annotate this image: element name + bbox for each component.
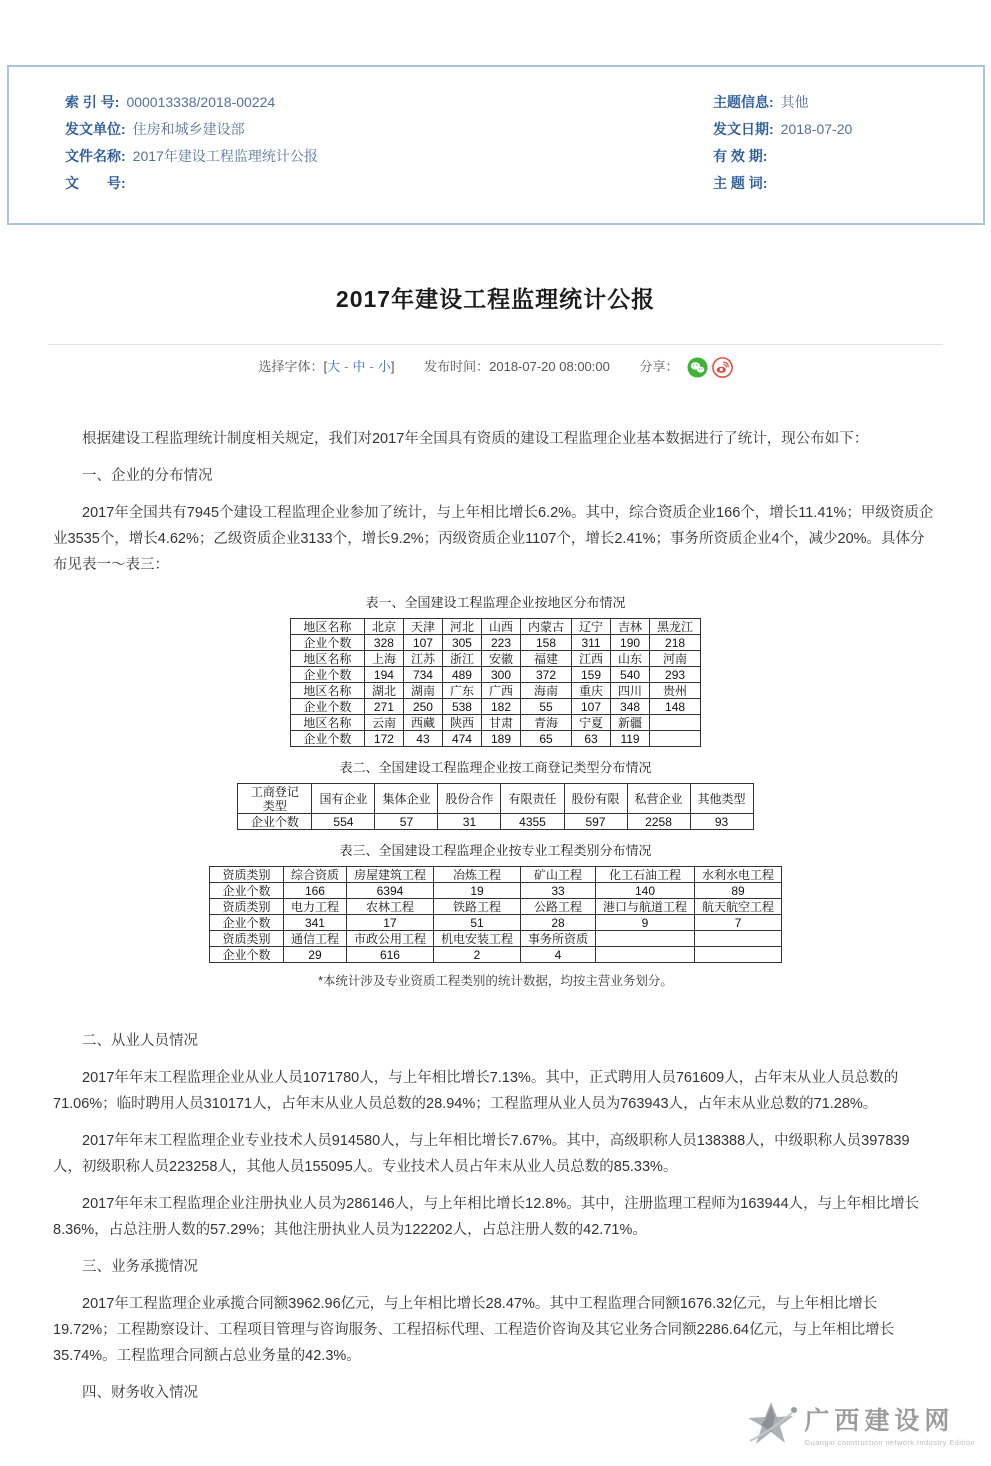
paragraph-business-contracts: 2017年工程监理企业承揽合同额3962.96亿元，与上年相比增长28.47%。其中工程监理合同额1676.32亿元，与上年相比增长19.72%；工程勘察设计、工程项目管理与咨询服务、工程招标代理、工程造价咨询及其它业务合同额2286.64亿元，与上年相比增长35.74%。工程监理合同额占总业务量的42.3%。 xyxy=(53,1296,895,1365)
table-row xyxy=(290,715,700,731)
table-cell: 集体企业 xyxy=(375,784,438,814)
section-heading-enterprise-distribution: 一、企业的分布情况 xyxy=(82,468,213,485)
table-cell: 企业个数 xyxy=(209,883,283,899)
doc-number-label: 文 号: xyxy=(65,175,126,191)
table-cell: 734 xyxy=(403,667,442,683)
table-cell: 吉林 xyxy=(611,619,650,635)
table-row xyxy=(209,867,781,883)
table-region-distribution xyxy=(290,618,701,747)
table-cell: 辽宁 xyxy=(572,619,611,635)
table-cell: 工商登记类型 xyxy=(238,784,312,814)
table-cell: 158 xyxy=(521,635,572,651)
share-label: 分享： xyxy=(639,359,679,374)
table-cell: 17 xyxy=(346,915,433,931)
table-cell: 地区名称 xyxy=(290,619,364,635)
table-cell: 企业个数 xyxy=(290,667,364,683)
table-cell: 597 xyxy=(564,814,627,830)
file-name-label: 文件名称: xyxy=(65,148,126,164)
table-cell: 企业个数 xyxy=(290,731,364,747)
table-cell: 250 xyxy=(403,699,442,715)
font-size-medium-link[interactable]: 中 xyxy=(352,359,366,374)
publish-time-label: 发布时间： xyxy=(424,359,490,374)
table-cell: 股份有限 xyxy=(564,784,627,814)
table-cell: 贵州 xyxy=(650,683,701,699)
table-cell: 341 xyxy=(283,915,346,931)
table-cell: 29 xyxy=(283,947,346,963)
logo-star-icon xyxy=(742,1401,800,1447)
article-body xyxy=(53,426,938,1406)
table-row xyxy=(290,619,700,635)
table-row xyxy=(238,814,753,830)
table-cell: 新疆 xyxy=(611,715,650,731)
table-row xyxy=(290,651,700,667)
paragraph-enterprise-stats: 2017年全国共有7945个建设工程监理企业参加了统计，与上年相比增长6.2%。其中，综合资质企业166个，增长11.41%；甲级资质企业3535个，增长4.62%；乙级资质企业3133个，增长9.2%；丙级资质企业1107个，增长2.41%；事务所资质企业4个，减少20%。具体分布见表一～表三： xyxy=(53,505,934,574)
table-cell: 194 xyxy=(364,667,403,683)
metadata-row-topic-info xyxy=(713,89,983,116)
table-cell: 159 xyxy=(572,667,611,683)
watermark-subtitle: Guangxi construction network Industry Edition xyxy=(804,1438,975,1447)
table-cell: 43 xyxy=(403,731,442,747)
table-row xyxy=(290,731,700,747)
metadata-row-issuing-unit xyxy=(65,116,713,143)
table-cell: 地区名称 xyxy=(290,683,364,699)
logo-dot xyxy=(791,1407,797,1413)
table-cell: 湖南 xyxy=(403,683,442,699)
table3-title: 表三、全国建设工程监理企业按专业工程类别分布情况 xyxy=(339,843,652,859)
table-cell: 65 xyxy=(521,731,572,747)
table-cell: 国有企业 xyxy=(312,784,375,814)
table-cell: 广东 xyxy=(442,683,481,699)
table-cell: 311 xyxy=(572,635,611,651)
table-row xyxy=(209,931,781,947)
paragraph-personnel-total: 2017年年末工程监理企业从业人员1071780人，与上年相比增长7.13%。其中，正式聘用人员761609人，占年末从业人员总数的71.06%；临时聘用人员310171人，占年末从业人员总数的28.94%；工程监理从业人员为763943人，占年末从业总数的71.28%。 xyxy=(53,1070,899,1113)
table-cell: 电力工程 xyxy=(283,899,346,915)
table-cell: 474 xyxy=(442,731,481,747)
font-option-separator: - xyxy=(369,359,374,374)
table-cell: 348 xyxy=(611,699,650,715)
font-select-label: 选择字体： xyxy=(258,359,324,374)
table-cell: 148 xyxy=(650,699,701,715)
table-cell: 四川 xyxy=(611,683,650,699)
issuing-unit-label: 发文单位: xyxy=(65,121,126,137)
table-cell: 223 xyxy=(481,635,520,651)
paragraph-personnel-registered: 2017年年末工程监理企业注册执业人员为286146人，与上年相比增长12.8%。其中，注册监理工程师为163944人，与上年相比增长8.36%，占总注册人数的57.29%；其他注册执业人员为122202人，占总注册人数的42.71%。 xyxy=(53,1196,920,1239)
table-specialty-category xyxy=(209,866,782,963)
table-cell: 4355 xyxy=(501,814,564,830)
table-cell: 218 xyxy=(650,635,701,651)
table-cell: 西藏 xyxy=(403,715,442,731)
table-cell: 山西 xyxy=(481,619,520,635)
table-cell: 资质类别 xyxy=(209,867,283,883)
topic-info-value: 其他 xyxy=(780,94,809,110)
section-heading-finance: 四、财务收入情况 xyxy=(82,1385,198,1402)
section-heading-personnel: 二、从业人员情况 xyxy=(82,1033,198,1050)
table-cell xyxy=(695,947,782,963)
font-size-small-link[interactable]: 小 xyxy=(377,359,391,374)
table-cell xyxy=(650,715,701,731)
table-cell: 93 xyxy=(690,814,753,830)
title-divider xyxy=(48,344,943,345)
table-cell: 489 xyxy=(442,667,481,683)
table-row xyxy=(290,683,700,699)
table-cell: 上海 xyxy=(364,651,403,667)
table-cell: 浙江 xyxy=(442,651,481,667)
index-number-label: 索 引 号: xyxy=(65,94,120,110)
table-cell: 江苏 xyxy=(403,651,442,667)
bracket-open: [ xyxy=(323,359,328,374)
file-name-value: 2017年建设工程监理统计公报 xyxy=(132,148,318,164)
valid-period-label: 有 效 期: xyxy=(713,148,768,164)
table-cell: 资质类别 xyxy=(209,899,283,915)
table-cell: 地区名称 xyxy=(290,715,364,731)
table-cell: 地区名称 xyxy=(290,651,364,667)
table-cell: 山东 xyxy=(611,651,650,667)
table-cell xyxy=(695,931,782,947)
table-cell: 其他类型 xyxy=(690,784,753,814)
table-cell: 2 xyxy=(433,947,520,963)
wechat-share-icon[interactable] xyxy=(687,357,708,378)
table-cell: 港口与航道工程 xyxy=(596,899,695,915)
table-cell: 372 xyxy=(521,667,572,683)
table-cell: 甘肃 xyxy=(481,715,520,731)
metadata-row-file-name xyxy=(65,143,713,170)
topic-info-label: 主题信息: xyxy=(713,94,774,110)
metadata-row-issue-date xyxy=(713,116,983,143)
table-cell: 89 xyxy=(695,883,782,899)
table-cell: 4 xyxy=(521,947,596,963)
weibo-share-icon[interactable] xyxy=(712,357,733,378)
table1-title: 表一、全国建设工程监理企业按地区分布情况 xyxy=(365,595,626,611)
table-cell: 化工石油工程 xyxy=(596,867,695,883)
table-cell: 538 xyxy=(442,699,481,715)
table-row xyxy=(290,699,700,715)
table-cell: 天津 xyxy=(403,619,442,635)
table-cell: 安徽 xyxy=(481,651,520,667)
paragraph-intro: 根据建设工程监理统计制度相关规定，我们对2017年全国具有资质的建设工程监理企业基本数据进行了统计，现公布如下： xyxy=(82,431,869,448)
table-cell: 305 xyxy=(442,635,481,651)
article-toolbar xyxy=(0,356,991,378)
metadata-right-column xyxy=(713,89,983,197)
table-cell: 企业个数 xyxy=(209,947,283,963)
table-cell: 182 xyxy=(481,699,520,715)
table-cell: 水利水电工程 xyxy=(695,867,782,883)
issuing-unit-value: 住房和城乡建设部 xyxy=(132,121,245,137)
table-cell: 57 xyxy=(375,814,438,830)
table-cell: 矿山工程 xyxy=(521,867,596,883)
table-cell: 内蒙古 xyxy=(521,619,572,635)
table-cell: 河南 xyxy=(650,651,701,667)
table-cell: 140 xyxy=(596,883,695,899)
table-cell: 7 xyxy=(695,915,782,931)
table-cell: 28 xyxy=(521,915,596,931)
metadata-row-doc-number xyxy=(65,170,713,197)
table-cell: 企业个数 xyxy=(290,635,364,651)
table-cell: 63 xyxy=(572,731,611,747)
table-row xyxy=(238,784,753,814)
section-heading-business: 三、业务承揽情况 xyxy=(82,1259,198,1276)
table-cell: 172 xyxy=(364,731,403,747)
metadata-row-keywords xyxy=(713,170,983,197)
table-cell: 107 xyxy=(572,699,611,715)
table-cell: 海南 xyxy=(521,683,572,699)
table-cell: 私营企业 xyxy=(627,784,690,814)
table-cell: 6394 xyxy=(346,883,433,899)
table-cell xyxy=(596,947,695,963)
watermark-text-block xyxy=(804,1401,975,1447)
site-watermark xyxy=(742,1401,975,1447)
table-cell: 554 xyxy=(312,814,375,830)
table-cell: 107 xyxy=(403,635,442,651)
table-cell: 328 xyxy=(364,635,403,651)
table-cell: 广西 xyxy=(481,683,520,699)
table-cell: 河北 xyxy=(442,619,481,635)
issue-date-value: 2018-07-20 xyxy=(780,121,853,137)
tables-area xyxy=(53,590,938,994)
watermark-title: 广西建设网 xyxy=(804,1408,955,1435)
table-cell: 企业个数 xyxy=(290,699,364,715)
font-size-large-link[interactable]: 大 xyxy=(327,359,341,374)
table-registration-type xyxy=(237,783,753,830)
table-cell: 福建 xyxy=(521,651,572,667)
table-cell: 公路工程 xyxy=(521,899,596,915)
table-cell: 江西 xyxy=(572,651,611,667)
table-cell xyxy=(650,731,701,747)
document-metadata-box xyxy=(7,65,985,225)
share-icons-group xyxy=(683,357,733,378)
table-cell: 616 xyxy=(346,947,433,963)
table-cell: 271 xyxy=(364,699,403,715)
page-title: 2017年建设工程监理统计公报 xyxy=(335,286,656,312)
table-cell: 冶炼工程 xyxy=(433,867,520,883)
table-cell: 重庆 xyxy=(572,683,611,699)
table-cell: 云南 xyxy=(364,715,403,731)
table-cell: 有限责任 xyxy=(501,784,564,814)
table-row xyxy=(290,667,700,683)
table-row xyxy=(209,899,781,915)
table-cell: 青海 xyxy=(521,715,572,731)
table-cell: 综合资质 xyxy=(283,867,346,883)
table-cell: 51 xyxy=(433,915,520,931)
publish-time-value: 2018-07-20 08:00:00 xyxy=(489,359,610,374)
table-cell: 166 xyxy=(283,883,346,899)
font-option-separator: - xyxy=(344,359,349,374)
table-cell: 航天航空工程 xyxy=(695,899,782,915)
table-cell: 铁路工程 xyxy=(433,899,520,915)
table-cell: 资质类别 xyxy=(209,931,283,947)
table-cell: 55 xyxy=(521,699,572,715)
table-cell: 540 xyxy=(611,667,650,683)
table-cell: 房屋建筑工程 xyxy=(346,867,433,883)
table-row xyxy=(209,883,781,899)
issue-date-label: 发文日期: xyxy=(713,121,774,137)
table-cell: 湖北 xyxy=(364,683,403,699)
table-row xyxy=(209,947,781,963)
table-cell xyxy=(596,931,695,947)
table-cell: 19 xyxy=(433,883,520,899)
table-cell: 陕西 xyxy=(442,715,481,731)
table-cell: 农林工程 xyxy=(346,899,433,915)
table-cell: 189 xyxy=(481,731,520,747)
table-cell: 300 xyxy=(481,667,520,683)
table-cell: 股份合作 xyxy=(438,784,501,814)
table-cell: 9 xyxy=(596,915,695,931)
table-cell: 市政公用工程 xyxy=(346,931,433,947)
table-cell: 机电安装工程 xyxy=(433,931,520,947)
index-number-value: 000013338/2018-00224 xyxy=(126,94,276,110)
table-row xyxy=(209,915,781,931)
table-cell: 通信工程 xyxy=(283,931,346,947)
table-footnote: *本统计涉及专业资质工程类别的统计数据，均按主营业务划分。 xyxy=(318,974,673,989)
table-cell: 33 xyxy=(521,883,596,899)
bracket-close: ] xyxy=(390,359,395,374)
table-cell: 黑龙江 xyxy=(650,619,701,635)
metadata-left-column xyxy=(65,89,713,197)
table-cell: 31 xyxy=(438,814,501,830)
table-cell: 宁夏 xyxy=(572,715,611,731)
table-cell: 293 xyxy=(650,667,701,683)
table-cell: 119 xyxy=(611,731,650,747)
metadata-row-valid-period xyxy=(713,143,983,170)
table-row xyxy=(290,635,700,651)
table-cell: 企业个数 xyxy=(238,814,312,830)
table-cell: 企业个数 xyxy=(209,915,283,931)
table-cell: 2258 xyxy=(627,814,690,830)
metadata-row-index-number xyxy=(65,89,713,116)
table-cell: 北京 xyxy=(364,619,403,635)
table2-title: 表二、全国建设工程监理企业按工商登记类型分布情况 xyxy=(339,760,652,776)
table-cell: 事务所资质 xyxy=(521,931,596,947)
paragraph-personnel-technical: 2017年年末工程监理企业专业技术人员914580人，与上年相比增长7.67%。其中，高级职称人员138388人，中级职称人员397839人，初级职称人员223258人，其他人员155095人。专业技术人员占年末从业人员总数的85.33%。 xyxy=(53,1133,910,1176)
keywords-label: 主 题 词: xyxy=(713,175,768,191)
table-cell: 190 xyxy=(611,635,650,651)
